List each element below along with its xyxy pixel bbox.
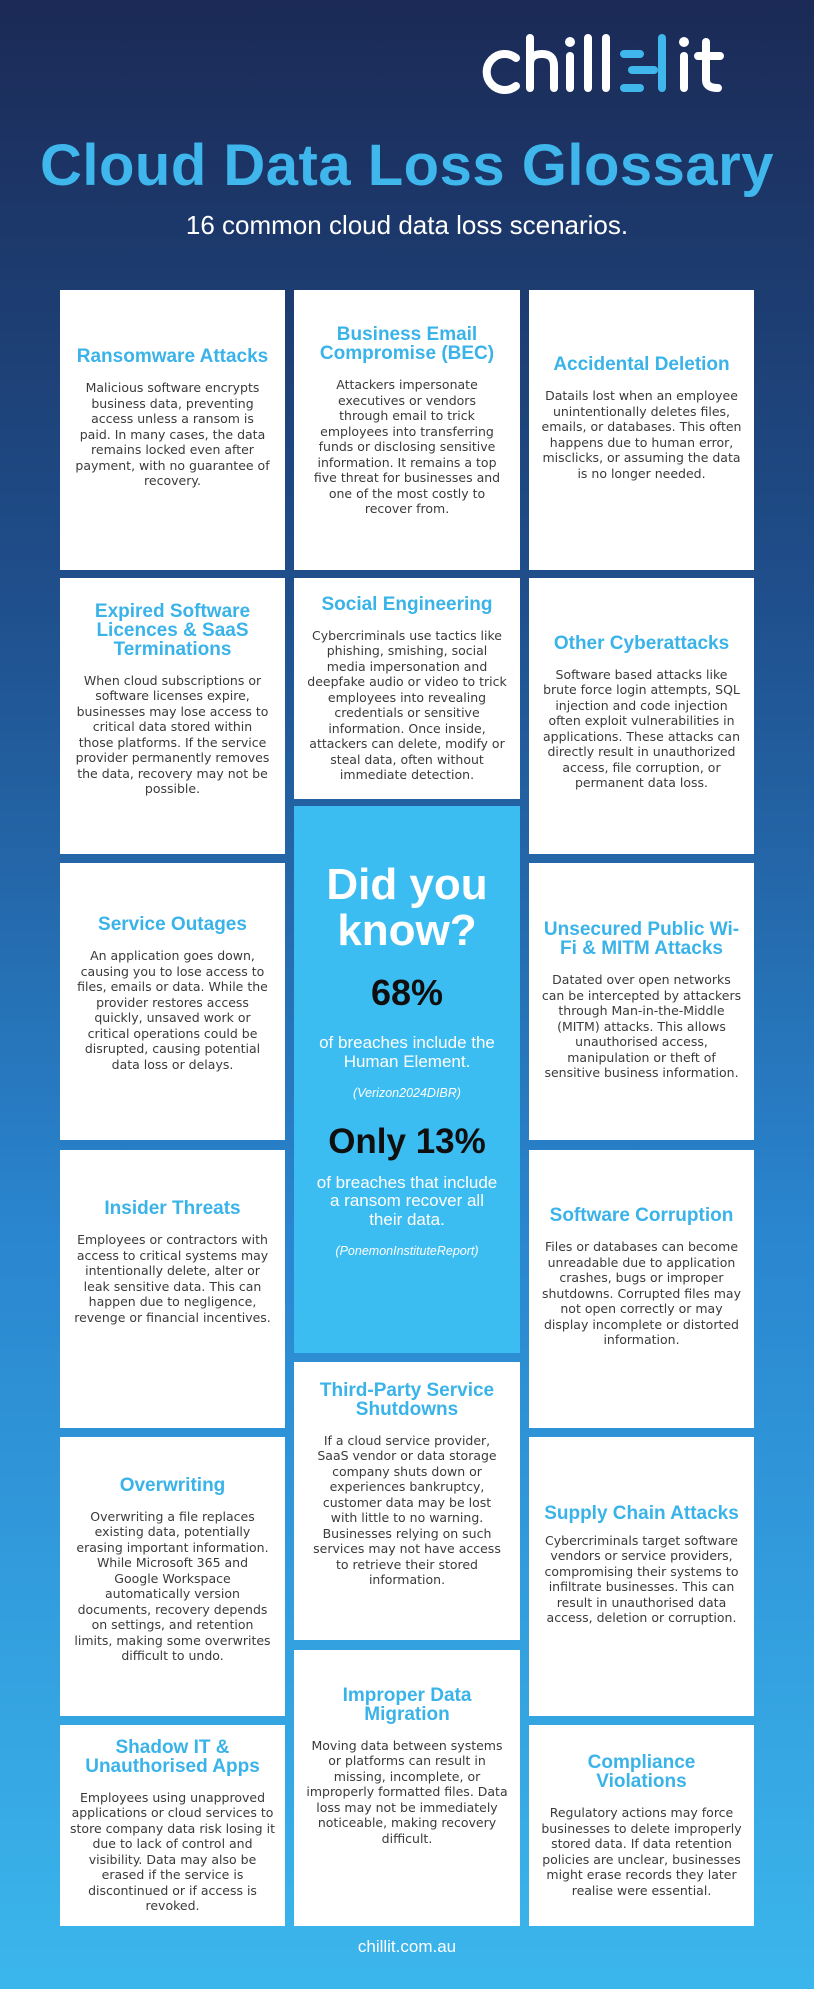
card-software-corruption (529, 1150, 754, 1428)
card-body: Malicious software encrypts business data, preventing access unless a ransom is paid. In many cases, the data remains locked even after payment, with no guarantee of recovery. (75, 380, 270, 489)
did-you-know-panel (294, 806, 520, 1353)
stat-human-element: 68% (370, 972, 444, 1014)
card-social-engineering (294, 578, 520, 799)
card-insider-threats (60, 1150, 285, 1428)
website-link[interactable]: chillit.com.au (357, 1937, 457, 1956)
card-body: Datails lost when an employee unintentionally deletes files, emails, or databases. This often happens due to human error, misclicks, or assuming the data is no longer needed. (541, 388, 742, 481)
card-title: Ransomware Attacks (76, 346, 269, 368)
card-supply-chain-attacks (529, 1437, 754, 1716)
card-third-party-shutdowns (294, 1362, 520, 1640)
page-title: Cloud Data Loss Glossary (40, 133, 774, 198)
card-body: Software based attacks like brute force login attempts, SQL injection and code injection often exploit vulnerabilities in applications. These attacks can directly result in unauthorized access, file corruption, or permanent data loss. (542, 666, 740, 790)
card-title: Business Email Compromise (BEC) (319, 324, 495, 365)
card-title: Expired Software Licences & SaaS Terminations (94, 600, 251, 660)
card-title: Social Engineering (321, 593, 493, 615)
card-title: Supply Chain Attacks (544, 1502, 739, 1524)
card-title: Third-Party Service Shutdowns (319, 1379, 495, 1420)
stat-ransom-recovery-source: (PonemonInstituteReport) (335, 1243, 479, 1258)
card-improper-migration (294, 1650, 520, 1926)
chillit-logo (478, 24, 750, 104)
card-title: Insider Threats (104, 1198, 241, 1219)
card-title: Improper Data Migration (342, 1684, 472, 1725)
card-title: Overwriting (119, 1474, 226, 1496)
stat-ransom-recovery-desc: of breaches that include a ransom recover all their data. (316, 1172, 498, 1230)
card-overwriting (60, 1437, 285, 1716)
card-bec (294, 290, 520, 570)
card-body: Employees using unapproved applications or cloud services to store company data risk losing it due to lack of control and visibility. Data may also be erased if the service is discontinued or if access is revoked. (70, 1789, 275, 1913)
stat-ransom-recovery: Only 13% (328, 1121, 486, 1161)
card-title: Other Cyberattacks (553, 632, 730, 654)
card-body: Moving data between systems or platforms can result in missing, incomplete, or improperly formatted files. Data loss may not be immediately noticeable, making recovery difficult. (306, 1737, 508, 1846)
page-subtitle: 16 common cloud data loss scenarios. (185, 210, 629, 240)
card-body: Files or databases can become unreadable due to application crashes, bugs or improper shutdowns. Corrupted files may not open correctly or may display incomplete or distorted information. (542, 1239, 741, 1348)
card-title: Shadow IT & Unauthorised Apps (85, 1736, 260, 1777)
card-other-cyberattacks (529, 578, 754, 854)
card-body: Overwriting a file replaces existing data, potentially erasing important information. While Microsoft 365 and Google Workspace automatically version documents, recovery depends on settings, and retention limits, making some overwrites difficult to undo. (74, 1508, 271, 1663)
card-ransomware (60, 290, 285, 570)
card-body: Employees or contractors with access to critical systems may intentionally delete, alter or leak sensitive data. This can happen due to negligence, revenge or financial incentives. (74, 1232, 271, 1325)
card-body: Datated over open networks can be intercepted by attackers through Man-in-the-Middle (MITM) attacks. This allows unauthorised access, manipulation or theft of sensitive business information. (541, 972, 742, 1081)
card-body: Cybercriminals target software vendors or service providers, compromising their systems to infiltrate businesses. This can result in unauthorised data access, deletion or corruption. (544, 1532, 739, 1625)
card-body: If a cloud service provider, SaaS vendor or data storage company shuts down or experiences bankruptcy, customer data may be lost with little to no warning. Businesses relying on such services may not have access to retrieve their stored information. (313, 1432, 501, 1587)
card-title: Accidental Deletion (553, 354, 730, 375)
card-service-outages (60, 863, 285, 1140)
card-body: Regulatory actions may force businesses to delete improperly stored data. If data retention policies are unclear, businesses might erase records they later realise were essential. (541, 1805, 742, 1898)
card-shadow-it (60, 1725, 285, 1926)
stat-human-element-desc: of breaches include the Human Element. (319, 1033, 495, 1072)
card-title: Unsecured Public Wi-Fi & MITM Attacks (543, 919, 740, 960)
card-body: Attackers impersonate executives or vendors through email to trick employees into transferring funds or disclosing sensitive information. It remains a top five threat for businesses and one of the most costly to recover from. (313, 377, 501, 517)
did-you-know-heading: Did you know? (326, 860, 488, 956)
card-accidental-deletion (529, 290, 754, 570)
card-title: Software Corruption (549, 1205, 734, 1227)
card-title: Service Outages (98, 914, 247, 935)
card-compliance-violations (529, 1725, 754, 1926)
card-title: Compliance Violations (587, 1752, 696, 1792)
card-public-wifi-mitm (529, 863, 754, 1140)
card-body: An application goes down, causing you to lose access to files, emails or data. While the provider restores access quickly, unsaved work or critical operations could be disrupted, causing potential data loss or delays. (77, 948, 268, 1072)
card-body: Cybercriminals use tactics like phishing, smishing, social media impersonation and deepfake audio or video to trick employees into revealing credentials or sensitive information. Once inside, attackers can delete, modify or steal data, often without immediate detection. (307, 627, 507, 782)
card-expired-licences (60, 578, 285, 854)
stat-human-element-source: (Verizon2024DIBR) (353, 1085, 461, 1100)
card-body: When cloud subscriptions or software licenses expire, businesses may lose access to critical data stored within those platforms. If the service provider permanently removes the data, recovery may not be possible. (75, 672, 270, 796)
